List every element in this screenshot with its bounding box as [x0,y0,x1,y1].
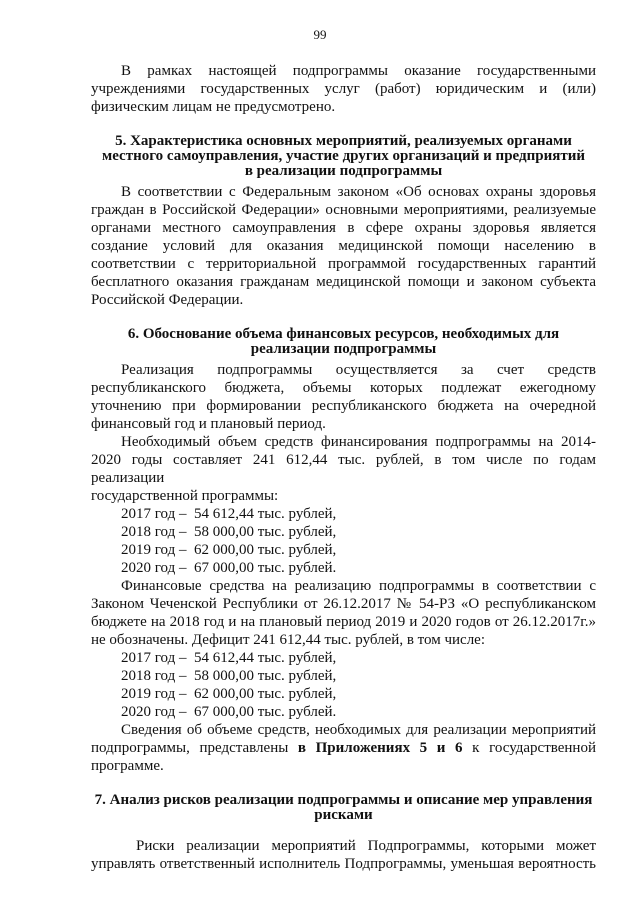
year-item: 2017 год – 54 612,44 тыс. рублей, [121,506,337,522]
appendix-reference: в Приложениях 5 и 6 [297,740,463,756]
year-item: 2019 год – 62 000,00 тыс. рублей, [121,686,337,702]
text-line: Финансовые средства на реализацию подпрограммы в соответствии с [121,578,596,594]
section-6-paragraph-4 [91,721,596,775]
section-7-body [91,837,596,873]
text-line [91,739,596,757]
text-span: подпрограммы, представлены [91,740,298,756]
text-line: физическим лицам не предусмотрено. [91,99,336,115]
heading-line: реализации подпрограммы [250,341,437,357]
year-item: 2018 год – 58 000,00 тыс. рублей, [121,668,337,684]
section-6-paragraph-1 [91,361,596,433]
text-line: Реализация подпрограммы осуществляется за счет средств [121,362,596,378]
year-item: 2019 год – 62 000,00 тыс. рублей, [121,542,337,558]
year-item: 2020 год – 67 000,00 тыс. рублей. [121,704,337,720]
heading-line: в реализации подпрограммы [244,163,443,179]
heading-line: 6. Обоснование объема финансовых ресурсов, необходимых для [127,326,560,342]
text-line: учреждениями государственных услуг (работ) юридическим и (или) [91,81,596,97]
text-line: уточнению при формировании республиканского бюджета на очередной [91,398,596,414]
text-line: бюджете на 2018 год и на плановый период 2019 и 2020 годов от 26.12.2017г.» [91,614,596,630]
text-line: граждан в Российской Федерации» основными мероприятиями, реализуемые [91,202,596,218]
year-item: 2020 год – 67 000,00 тыс. рублей. [121,560,337,576]
text-line: республиканского бюджета, объемы которых подлежат ежегодному [91,380,596,396]
heading-line: 7. Анализ рисков реализации подпрограммы и описание мер управления [94,792,593,808]
section-6-paragraph-3 [91,577,596,649]
section-6-paragraph-2 [91,433,596,505]
text-line: Необходимый объем средств финансирования подпрограммы на 2014- [121,434,596,450]
deficit-by-year-list [91,649,596,721]
heading-line: местного самоуправления, участие других организаций и предприятий [101,148,585,164]
page-number: 99 [313,27,327,42]
text-line: финансовый год и плановый период. [91,416,326,432]
intro-paragraph [91,62,596,116]
text-line: программе. [91,758,164,774]
year-item: 2018 год – 58 000,00 тыс. рублей, [121,524,337,540]
text-line: органами местного самоуправления в сфере охраны здоровья является [91,220,596,236]
text-line: бесплатного оказания гражданам медицинской помощи и законом субъекта [91,274,596,290]
heading-line: рисками [314,807,373,823]
heading-line: 5. Характеристика основных мероприятий, реализуемых органами [115,133,572,149]
funding-by-year-list [91,505,596,577]
text-line: государственной программы: [91,488,279,504]
section-5-heading [91,134,596,179]
section-7-heading [91,793,596,823]
text-line: создание условий для оказания медицинской помощи населению в [91,238,596,254]
text-line: соответствии с территориальной программой государственных гарантий [91,256,596,272]
year-item: 2017 год – 54 612,44 тыс. рублей, [121,650,337,666]
text-line: В соответствии с Федеральным законом «Об основах охраны здоровья [121,184,596,200]
section-5-body [91,183,596,309]
text-line: Сведения об объеме средств, необходимых для реализации мероприятий [121,722,596,738]
section-6-heading [91,327,596,357]
page-content [91,62,596,873]
text-line: не обозначены. Дефицит 241 612,44 тыс. рублей, в том числе: [91,632,486,648]
text-line: 2020 годы составляет 241 612,44 тыс. рублей, в том числе по годам реализации [91,452,596,486]
text-line: В рамках настоящей подпрограммы оказание государственными [121,63,596,79]
text-line: Законом Чеченской Республики от 26.12.2017 № 54-РЗ «О республиканском [91,596,596,612]
text-line: управлять ответственный исполнитель Подпрограммы, уменьшая вероятность [91,856,596,872]
text-span: к государственной [462,740,596,756]
text-line: Риски реализации мероприятий Подпрограммы, которыми может [136,838,596,854]
text-line: Российской Федерации. [91,292,244,308]
